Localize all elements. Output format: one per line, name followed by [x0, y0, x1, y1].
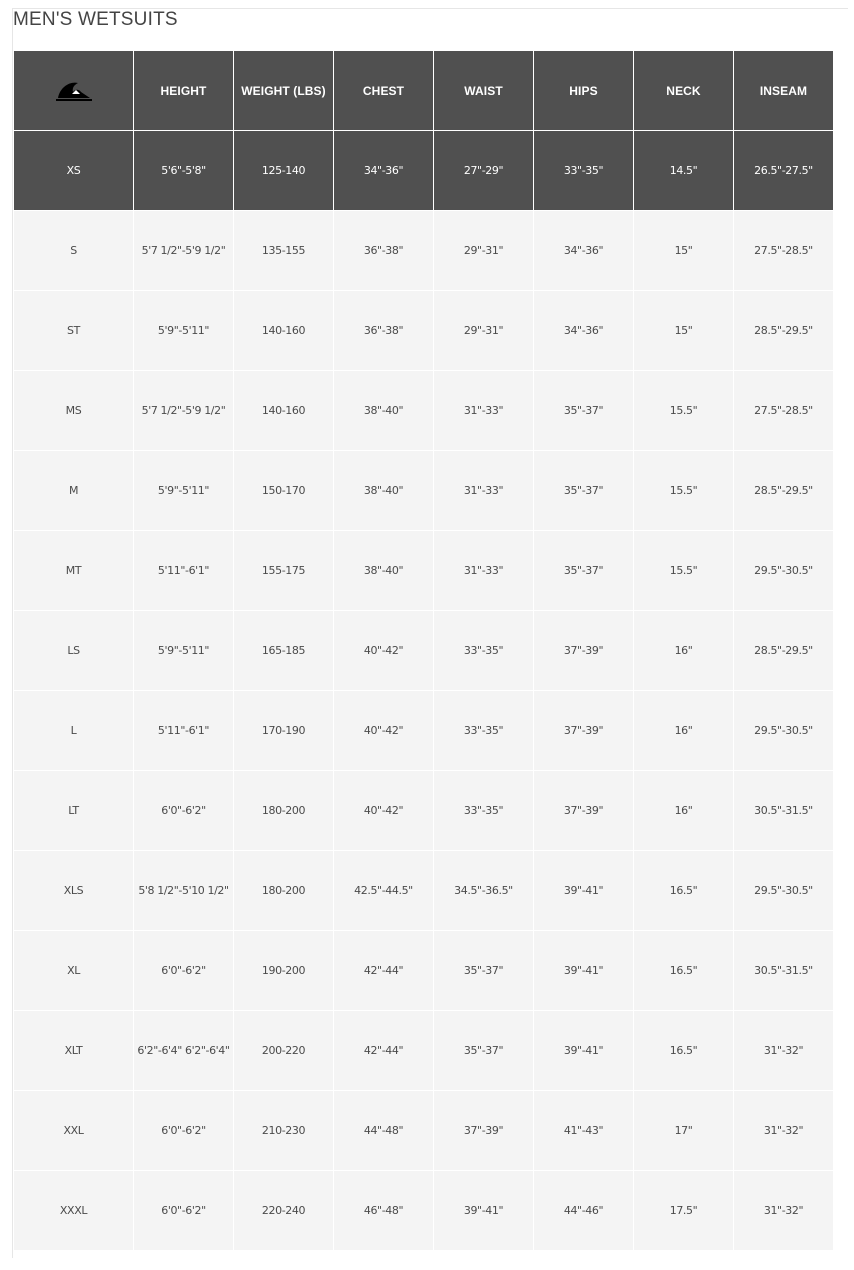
cell-chest: 38"-40" — [334, 451, 434, 531]
cell-inseam: 29.5"-30.5" — [734, 851, 834, 931]
column-header-chest: CHEST — [334, 51, 434, 131]
cell-height: 5'7 1/2"-5'9 1/2" — [134, 371, 234, 451]
cell-height: 5'7 1/2"-5'9 1/2" — [134, 211, 234, 291]
cell-inseam: 27.5"-28.5" — [734, 371, 834, 451]
table-row — [14, 211, 834, 291]
cell-hips: 35"-37" — [534, 371, 634, 451]
cell-hips: 35"-37" — [534, 531, 634, 611]
cell-neck: 15.5" — [634, 531, 734, 611]
cell-inseam: 31"-32" — [734, 1171, 834, 1251]
cell-hips: 37"-39" — [534, 611, 634, 691]
table-row — [14, 851, 834, 931]
column-header-neck: NECK — [634, 51, 734, 131]
column-header-weight: WEIGHT (LBS) — [234, 51, 334, 131]
cell-waist: 35"-37" — [434, 1011, 534, 1091]
cell-neck: 17.5" — [634, 1171, 734, 1251]
cell-neck: 15" — [634, 211, 734, 291]
cell-waist: 33"-35" — [434, 771, 534, 851]
cell-inseam: 28.5"-29.5" — [734, 451, 834, 531]
quiksilver-logo-icon — [54, 79, 94, 103]
table-row — [14, 691, 834, 771]
cell-hips: 39"-41" — [534, 931, 634, 1011]
table-row — [14, 131, 834, 211]
cell-inseam: 26.5"-27.5" — [734, 131, 834, 211]
table-row — [14, 1091, 834, 1171]
cell-chest: 36"-38" — [334, 211, 434, 291]
cell-hips: 34"-36" — [534, 291, 634, 371]
cell-inseam: 27.5"-28.5" — [734, 211, 834, 291]
cell-waist: 31"-33" — [434, 451, 534, 531]
size-chart-table — [13, 50, 834, 1251]
table-row — [14, 531, 834, 611]
logo-cell — [14, 51, 134, 131]
cell-hips: 34"-36" — [534, 211, 634, 291]
cell-weight: 200-220 — [234, 1011, 334, 1091]
cell-waist: 27"-29" — [434, 131, 534, 211]
cell-inseam: 29.5"-30.5" — [734, 691, 834, 771]
cell-hips: 39"-41" — [534, 1011, 634, 1091]
cell-weight: 170-190 — [234, 691, 334, 771]
cell-chest: 42.5"-44.5" — [334, 851, 434, 931]
cell-hips: 35"-37" — [534, 451, 634, 531]
column-header-waist: WAIST — [434, 51, 534, 131]
cell-weight: 180-200 — [234, 851, 334, 931]
cell-weight: 220-240 — [234, 1171, 334, 1251]
cell-height: 5'9"-5'11" — [134, 291, 234, 371]
cell-chest: 40"-42" — [334, 691, 434, 771]
cell-neck: 17" — [634, 1091, 734, 1171]
cell-waist: 34.5"-36.5" — [434, 851, 534, 931]
cell-size: S — [14, 211, 134, 291]
cell-waist: 29"-31" — [434, 291, 534, 371]
cell-weight: 155-175 — [234, 531, 334, 611]
cell-size: LT — [14, 771, 134, 851]
cell-waist: 29"-31" — [434, 211, 534, 291]
cell-size: XL — [14, 931, 134, 1011]
cell-size: XXL — [14, 1091, 134, 1171]
column-header-hips: HIPS — [534, 51, 634, 131]
cell-waist: 37"-39" — [434, 1091, 534, 1171]
cell-neck: 16.5" — [634, 851, 734, 931]
cell-neck: 16.5" — [634, 1011, 734, 1091]
cell-height: 6'2"-6'4" 6'2"-6'4" — [134, 1011, 234, 1091]
cell-neck: 16" — [634, 611, 734, 691]
cell-neck: 15.5" — [634, 451, 734, 531]
cell-inseam: 28.5"-29.5" — [734, 611, 834, 691]
cell-chest: 46"-48" — [334, 1171, 434, 1251]
cell-hips: 39"-41" — [534, 851, 634, 931]
cell-chest: 40"-42" — [334, 771, 434, 851]
cell-size: XLS — [14, 851, 134, 931]
cell-chest: 42"-44" — [334, 931, 434, 1011]
cell-chest: 36"-38" — [334, 291, 434, 371]
cell-waist: 35"-37" — [434, 931, 534, 1011]
cell-weight: 140-160 — [234, 291, 334, 371]
cell-weight: 140-160 — [234, 371, 334, 451]
cell-neck: 15.5" — [634, 371, 734, 451]
cell-inseam: 31"-32" — [734, 1011, 834, 1091]
cell-hips: 41"-43" — [534, 1091, 634, 1171]
cell-size: ST — [14, 291, 134, 371]
cell-size: MT — [14, 531, 134, 611]
cell-chest: 40"-42" — [334, 611, 434, 691]
cell-height: 5'11"-6'1" — [134, 691, 234, 771]
cell-weight: 210-230 — [234, 1091, 334, 1171]
cell-height: 5'9"-5'11" — [134, 611, 234, 691]
cell-size: MS — [14, 371, 134, 451]
cell-waist: 31"-33" — [434, 531, 534, 611]
cell-waist: 31"-33" — [434, 371, 534, 451]
cell-waist: 39"-41" — [434, 1171, 534, 1251]
table-row — [14, 371, 834, 451]
column-header-inseam: INSEAM — [734, 51, 834, 131]
cell-height: 5'8 1/2"-5'10 1/2" — [134, 851, 234, 931]
header-row — [14, 51, 834, 131]
page-title: MEN'S WETSUITS — [13, 9, 178, 30]
cell-height: 5'11"-6'1" — [134, 531, 234, 611]
cell-size: LS — [14, 611, 134, 691]
table-row — [14, 611, 834, 691]
cell-chest: 44"-48" — [334, 1091, 434, 1171]
cell-height: 5'9"-5'11" — [134, 451, 234, 531]
cell-size: XXXL — [14, 1171, 134, 1251]
cell-neck: 16" — [634, 771, 734, 851]
cell-weight: 165-185 — [234, 611, 334, 691]
cell-height: 6'0"-6'2" — [134, 771, 234, 851]
cell-neck: 14.5" — [634, 131, 734, 211]
cell-inseam: 31"-32" — [734, 1091, 834, 1171]
table-row — [14, 771, 834, 851]
table-row — [14, 451, 834, 531]
cell-height: 6'0"-6'2" — [134, 931, 234, 1011]
cell-height: 5'6"-5'8" — [134, 131, 234, 211]
column-header-height: HEIGHT — [134, 51, 234, 131]
cell-weight: 150-170 — [234, 451, 334, 531]
cell-height: 6'0"-6'2" — [134, 1171, 234, 1251]
cell-weight: 180-200 — [234, 771, 334, 851]
cell-inseam: 28.5"-29.5" — [734, 291, 834, 371]
cell-hips: 37"-39" — [534, 771, 634, 851]
cell-chest: 42"-44" — [334, 1011, 434, 1091]
cell-neck: 16.5" — [634, 931, 734, 1011]
cell-neck: 15" — [634, 291, 734, 371]
cell-chest: 34"-36" — [334, 131, 434, 211]
cell-height: 6'0"-6'2" — [134, 1091, 234, 1171]
cell-size: XS — [14, 131, 134, 211]
cell-chest: 38"-40" — [334, 531, 434, 611]
cell-weight: 125-140 — [234, 131, 334, 211]
table-row — [14, 931, 834, 1011]
cell-waist: 33"-35" — [434, 691, 534, 771]
cell-hips: 33"-35" — [534, 131, 634, 211]
table-row — [14, 291, 834, 371]
cell-size: XLT — [14, 1011, 134, 1091]
cell-inseam: 30.5"-31.5" — [734, 771, 834, 851]
cell-waist: 33"-35" — [434, 611, 534, 691]
cell-inseam: 30.5"-31.5" — [734, 931, 834, 1011]
table-row — [14, 1171, 834, 1251]
cell-hips: 44"-46" — [534, 1171, 634, 1251]
size-rows — [14, 131, 834, 1251]
cell-inseam: 29.5"-30.5" — [734, 531, 834, 611]
cell-hips: 37"-39" — [534, 691, 634, 771]
cell-neck: 16" — [634, 691, 734, 771]
cell-weight: 190-200 — [234, 931, 334, 1011]
cell-weight: 135-155 — [234, 211, 334, 291]
cell-size: M — [14, 451, 134, 531]
cell-chest: 38"-40" — [334, 371, 434, 451]
cell-size: L — [14, 691, 134, 771]
table-row — [14, 1011, 834, 1091]
